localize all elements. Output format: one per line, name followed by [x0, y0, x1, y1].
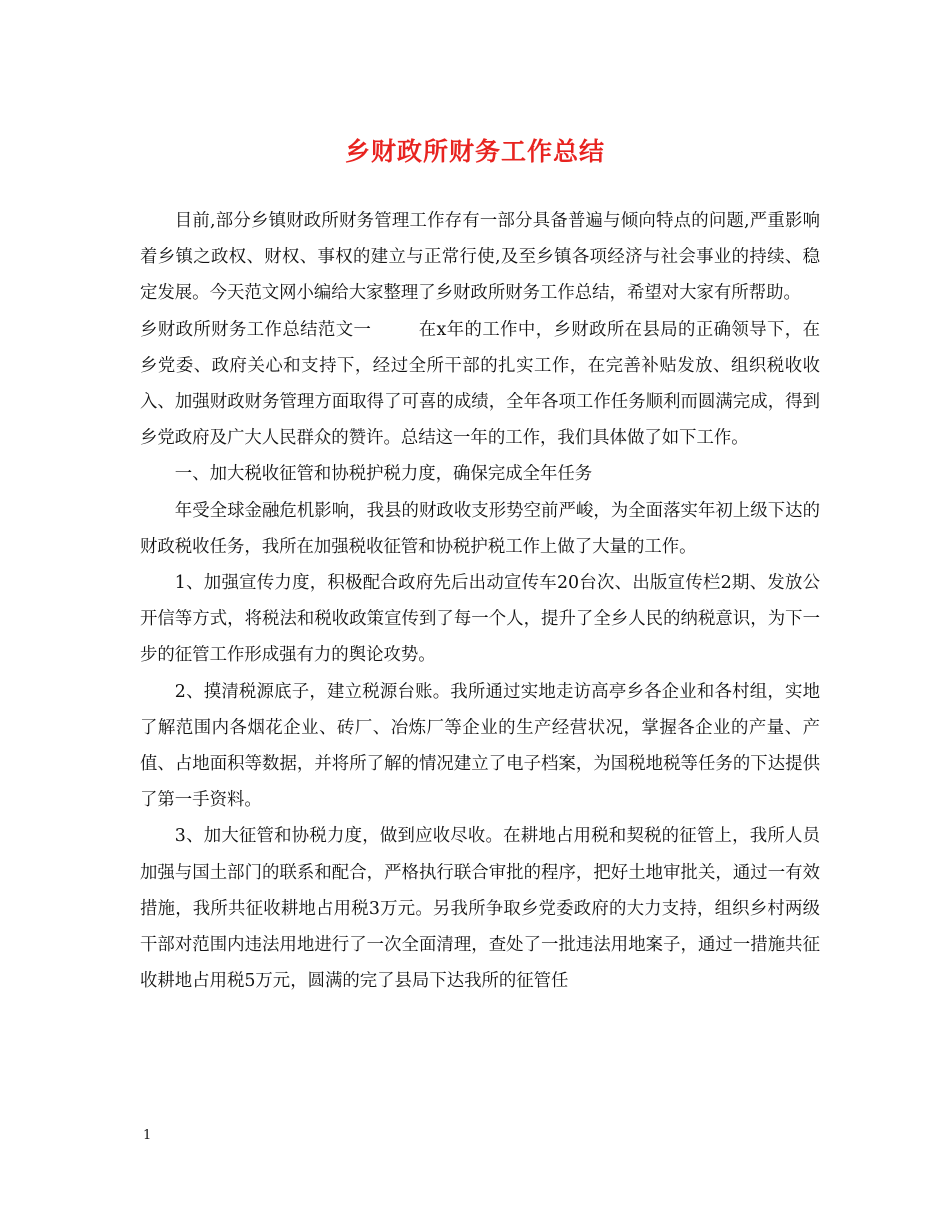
paragraph-item-2: 2、摸清税源底子，建立税源台账。我所通过实地走访高亭乡各企业和各村组，实地了解范围内各烟花企业、砖厂、冶炼厂等企业的生产经营状况，掌握各企业的产量、产值、占地面积等数据，并将所了解的情况建立了电子档案，为国税地税等任务的下达提供了第一手资料。 [140, 681, 820, 811]
paragraph-item-1: 1、加强宣传力度，积极配合政府先后出动宣传车20台次、出版宣传栏2期、发放公开信等方式，将税法和税收政策宣传到了每一个人，提升了全乡人民的纳税意识，为下一步的征管工作形成强有力的舆论攻势。 [140, 573, 820, 666]
document-body [140, 203, 820, 999]
page-number: 1 [143, 1128, 152, 1143]
heading-paragraph: 一、加大税收征管和协税护税力度，确保完成全年任务 [174, 464, 593, 485]
paragraph: 年受全球金融危机影响，我县的财政收支形势空前严峻，为全面落实年初上级下达的财政税收任务，我所在加强税收征管和协税护税工作上做了大量的工作。 [140, 500, 820, 557]
intro-paragraph: 目前,部分乡镇财政所财务管理工作存有一部分具备普遍与倾向特点的问题,严重影响着乡镇之政权、财权、事权的建立与正常行使,及至乡镇各项经济与社会事业的持续、稳定发展。今天范文网小编给大家整理了乡财政所财务工作总结，希望对大家有所帮助。 [140, 211, 820, 304]
section-paragraph [140, 312, 820, 457]
paragraph-text: 在x年的工作中，乡财政所在县局的正确领导下，在乡党委、政府关心和支持下，经过全所干部的扎实工作，在完善补贴发放、组织税收收入、加强财政财务管理方面取得了可喜的成绩，全年各项工作任务顺利而圆满完成，得到乡党政府及广大人民群众的赞许。总结这一年的工作，我们具体做了如下工作。 [140, 319, 820, 449]
document-title: 乡财政所财务工作总结 [344, 137, 605, 166]
paragraph-item-3: 3、加大征管和协税力度，做到应收尽收。在耕地占用税和契税的征管上，我所人员加强与国土部门的联系和配合，严格执行联合审批的程序，把好土地审批关，通过一有效措施，我所共征收耕地占用税3万元。另我所争取乡党委政府的大力支持，组织乡村两级干部对范围内违法用地进行了一次全面清理，查处了一批违法用地案子，通过一措施共征收耕地占用税5万元，圆满的完了县局下达我所的征管任 [140, 826, 820, 992]
subtitle: 乡财政所财务工作总结范文一 [140, 319, 372, 340]
